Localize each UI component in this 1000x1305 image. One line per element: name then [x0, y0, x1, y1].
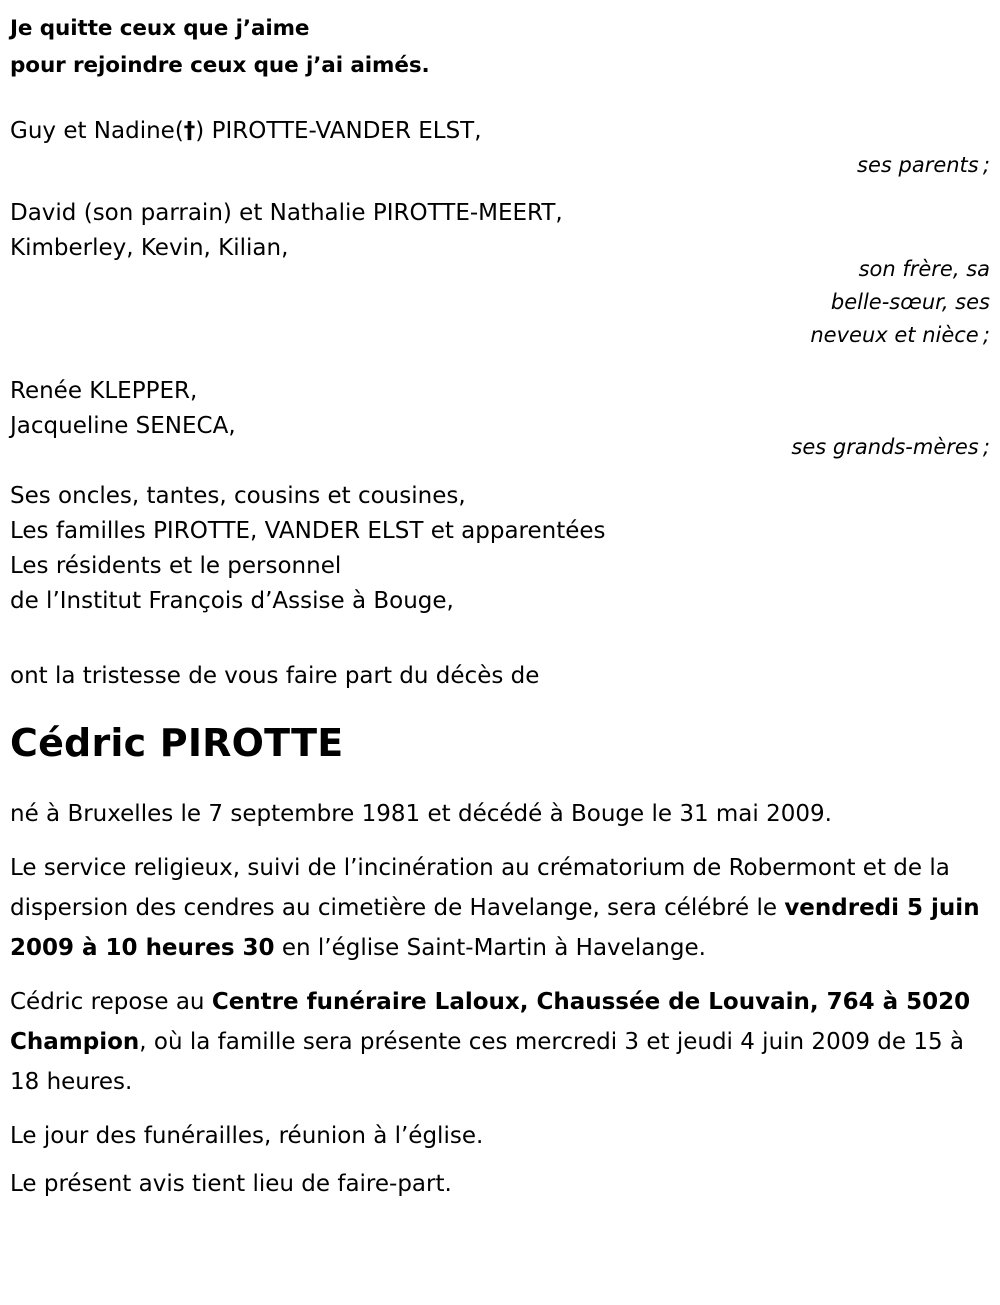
birth-death-dates: né à Bruxelles le 7 septembre 1981 et décédé à Bouge le 31 mai 2009.: [10, 801, 832, 827]
grandmothers-role-line-1: ses grands-mères ;: [791, 435, 990, 459]
spacer: [10, 694, 990, 720]
spacer: [10, 184, 990, 196]
parents-role: [857, 149, 990, 182]
epigraph-line-2: pour rejoindre ceux que j’ai aimés.: [10, 53, 430, 78]
service-text-part-2: en l’église Saint-Martin à Havelange.: [274, 935, 706, 961]
grandmother-name-line: Jacqueline SENECA,: [10, 413, 236, 439]
dagger-icon: †: [183, 118, 196, 144]
epigraph: [10, 10, 990, 84]
parents-name-line: [10, 114, 990, 149]
family-block-parents: [10, 114, 990, 184]
sibling-role-line-1: son frère, sa: [858, 257, 990, 281]
extended-family-line: de l’Institut François d’Assise à Bouge,: [10, 588, 454, 614]
repose-text-part-2: , où la famille sera présente ces mercredi 3 et jeudi 4 juin 2009 de 15 à 18 heures.: [10, 1029, 965, 1095]
closing-line-1: Le jour des funérailles, réunion à l’église.: [10, 1123, 484, 1149]
spacer: [10, 766, 990, 794]
spacer: [10, 968, 990, 982]
epigraph-line-1: Je quitte ceux que j’aime: [10, 16, 310, 41]
grandmother-name-line: Renée KLEPPER,: [10, 378, 198, 404]
service-datetime: vendredi 5 juin 2009 à 10 heures 30: [10, 895, 980, 961]
funeral-home-address: Centre funéraire Laloux, Chaussée de Louvain, 764 à 5020 Champion: [10, 989, 971, 1055]
repose-text-part-1: Cédric repose au: [10, 989, 212, 1015]
extended-family-list: [10, 479, 990, 619]
service-text-part-1: Le service religieux, suivi de l’incinération au crématorium de Robermont et de la dispersion des cendres au cimetière de Havelange, sera célébré le: [10, 855, 950, 921]
religious-service-paragraph: [10, 848, 990, 968]
spacer: [10, 834, 990, 848]
parents-role-line-1: ses parents ;: [857, 153, 990, 177]
sibling-role-line-2: belle-sœur, ses: [830, 290, 990, 314]
closing-line-2: Le présent avis tient lieu de faire-part.: [10, 1171, 452, 1197]
sibling-role-line-3: neveux et nièce ;: [810, 323, 990, 347]
extended-family-line: Les résidents et le personnel: [10, 553, 342, 579]
spacer: [10, 84, 990, 114]
sibling-name-line: Kimberley, Kevin, Kilian,: [10, 235, 289, 261]
parents-name-prefix: Guy et Nadine(: [10, 118, 184, 144]
repose-paragraph: [10, 982, 990, 1102]
family-block-sibling: [10, 196, 990, 374]
spacer: [10, 619, 990, 659]
parents-names: [10, 114, 990, 149]
sibling-role: [810, 253, 990, 352]
grandmothers-role: [791, 431, 990, 464]
deceased-name: Cédric PIROTTE: [10, 721, 344, 765]
spacer: [10, 1102, 990, 1116]
spacer: [10, 1156, 990, 1164]
extended-family-line: Les familles PIROTTE, VANDER ELST et apparentées: [10, 518, 606, 544]
announcement-lead: ont la tristesse de vous faire part du décès de: [10, 663, 540, 689]
extended-family-line: Ses oncles, tantes, cousins et cousines,: [10, 483, 466, 509]
parents-name-suffix: ) PIROTTE-VANDER ELST,: [195, 118, 482, 144]
family-block-grandmothers: [10, 374, 990, 479]
sibling-name-line: David (son parrain) et Nathalie PIROTTE-MEERT,: [10, 200, 563, 226]
